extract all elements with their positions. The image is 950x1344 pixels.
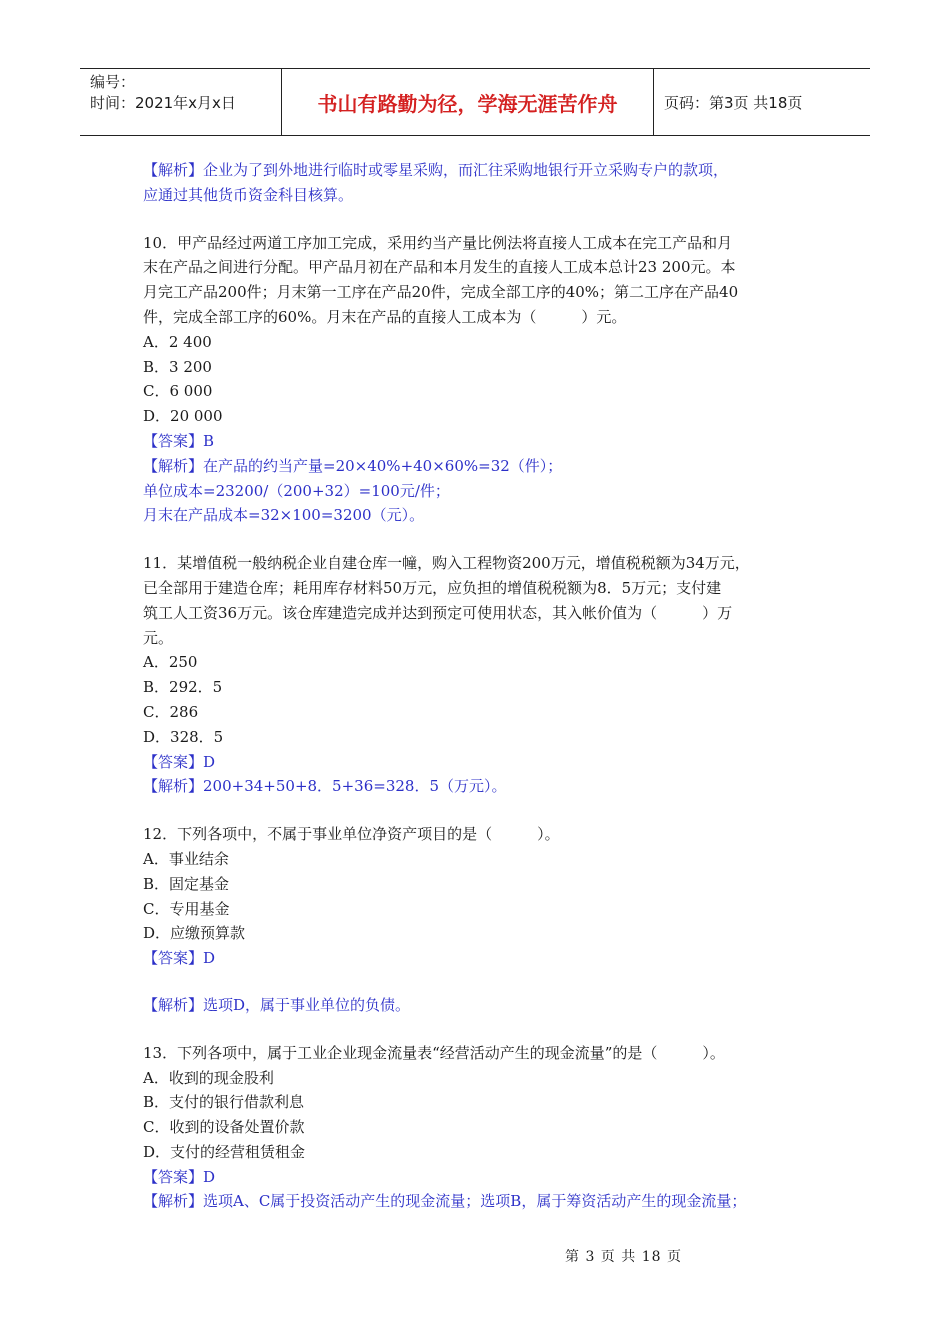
question-10 — [143, 231, 823, 529]
option-d: D．20 000 — [143, 407, 223, 426]
answer-line: 【答案】D — [143, 1167, 216, 1186]
header-meta — [80, 69, 282, 135]
answer-line: 【答案】B — [143, 431, 215, 450]
explanation-line: 单位成本=23200/（200+32）=100元/件； — [143, 481, 450, 500]
option-b: B．3 200 — [143, 357, 212, 376]
answer-line: 【答案】D — [143, 949, 216, 968]
option-d: D．支付的经营租赁租金 — [143, 1142, 306, 1161]
option-a: A．2 400 — [143, 332, 212, 351]
explanation-line: 【解析】选项D，属于事业单位的负债。 — [143, 995, 411, 1014]
header-number-label: 编号： — [90, 73, 136, 91]
option-a: A．事业结余 — [143, 849, 229, 868]
header-time-label: 时间：2021年x月x日 — [90, 94, 236, 112]
page-footer: 第 3 页 共 18 页 — [565, 1249, 682, 1265]
explanation-line: 【解析】选项A、C属于投资活动产生的现金流量；选项B，属于筹资活动产生的现金流量； — [143, 1192, 747, 1211]
explanation-line: 【解析】200+34+50+8．5+36=328．5（万元）。 — [143, 777, 507, 796]
question-stem-line: 月完工产品200件；月末第一工序在产品20件，完成全部工序的40%；第二工序在产品40 — [143, 283, 739, 302]
option-c: C．专用基金 — [143, 899, 230, 918]
question-stem-line: 10．甲产品经过两道工序加工完成，采用约当产量比例法将直接人工成本在完工产品和月 — [143, 233, 733, 252]
explanation-line: 【解析】企业为了到外地进行临时或零星采购，而汇往采购地银行开立采购专户的款项， — [143, 161, 729, 179]
option-d: D．应缴预算款 — [143, 924, 246, 943]
option-c: C．286 — [143, 702, 199, 721]
option-b: B．292．5 — [143, 678, 223, 697]
option-c: C．收到的设备处置价款 — [143, 1118, 305, 1137]
question-stem-line: 末在产品之间进行分配。甲产品月初在产品和本月发生的直接人工成本总计23 200元。本 — [143, 258, 736, 277]
document-body — [143, 158, 823, 1214]
question-stem-line: 11．某增值税一般纳税企业自建仓库一幢，购入工程物资200万元，增值税税额为34万元， — [143, 554, 750, 573]
header-page-label: 页码：第3页 共18页 — [664, 93, 803, 112]
question-11 — [143, 551, 823, 799]
question-13 — [143, 1041, 823, 1215]
option-b: B．固定基金 — [143, 874, 230, 893]
question-stem-line: 13．下列各项中，属于工业企业现金流量表“经营活动产生的现金流量”的是（ ）。 — [143, 1043, 725, 1062]
answer-line: 【答案】D — [143, 752, 216, 771]
explanation-line: 应通过其他货币资金科目核算。 — [143, 185, 354, 204]
option-d: D．328．5 — [143, 727, 224, 746]
option-a: A．收到的现金股利 — [143, 1068, 274, 1087]
question-stem-line: 已全部用于建造仓库；耗用库存材料50万元，应负担的增值税税额为8．5万元；支付建 — [143, 578, 722, 597]
header-motto: 书山有路勤为径，学海无涯苦作舟 — [282, 69, 654, 135]
page-header — [80, 68, 870, 136]
option-b: B．支付的银行借款利息 — [143, 1093, 305, 1112]
option-c: C．6 000 — [143, 382, 213, 401]
explanation-line: 【解析】在产品的约当产量=20×40%+40×60%=32（件）； — [143, 456, 563, 475]
question-stem-line: 件，完成全部工序的60%。月末在产品的直接人工成本为（ ）元。 — [143, 307, 627, 326]
option-a: A．250 — [143, 653, 198, 672]
question-stem-line: 筑工人工资36万元。该仓库建造完成并达到预定可使用状态，其入帐价值为（ ）万 — [143, 603, 733, 622]
q9-explanation — [143, 158, 823, 208]
question-stem-line: 元。 — [143, 628, 174, 647]
explanation-line: 月末在产品成本=32×100=3200（元）。 — [143, 506, 425, 525]
question-stem-line: 12．下列各项中，不属于事业单位净资产项目的是（ ）。 — [143, 825, 560, 844]
question-12 — [143, 822, 823, 1018]
